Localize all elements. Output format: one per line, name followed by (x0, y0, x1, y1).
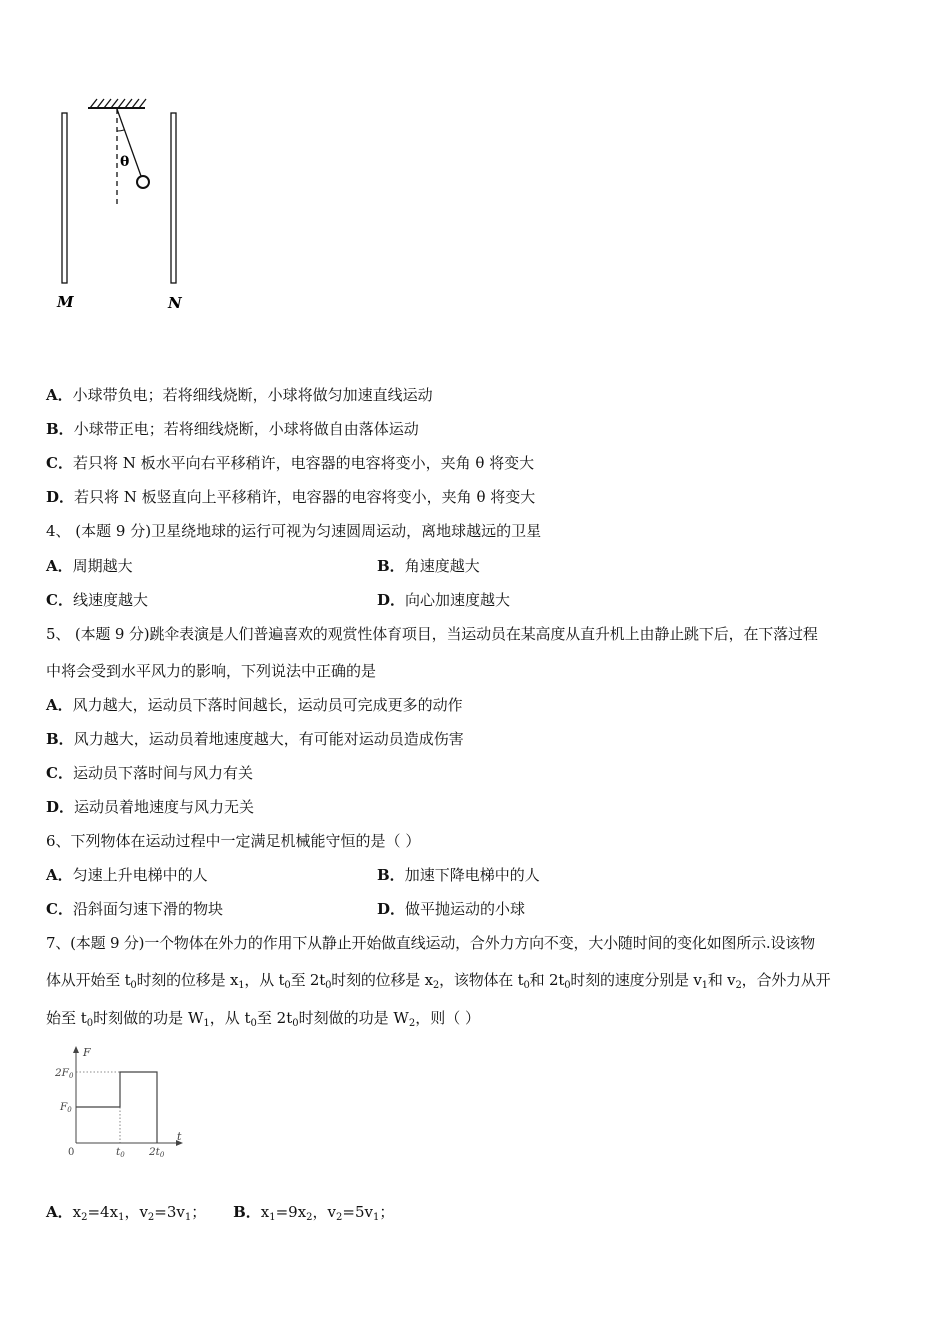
q5-option-a (46, 695, 463, 715)
q4-option-a (46, 557, 133, 575)
q7-options-row (46, 1202, 394, 1228)
q3-option-d (46, 487, 535, 507)
q6-option-c (46, 900, 223, 918)
option-letter: C． (46, 764, 73, 782)
x-tick-t0: t0 (116, 1146, 125, 1159)
q6-option-a (46, 866, 208, 884)
option-letter: D． (46, 488, 75, 506)
q7-option-b: B．$x_1=9x_2$，$v_2=5v_1$； (233, 1203, 395, 1223)
q7-option-a: A．$x_2=4x_1$，$v_2=3v_1$； (46, 1203, 207, 1223)
option-text: 加速下降电梯中的人 (404, 866, 540, 884)
angle-label: θ (120, 154, 130, 170)
option-text: 线速度越大 (72, 591, 148, 609)
option-letter: A． (46, 696, 73, 714)
option-text: 周期越大 (72, 557, 133, 575)
y-tick-f0: F0 (60, 1101, 72, 1114)
q4-stem: 4、 (本题 9 分)卫星绕地球的运行可视为匀速圆周运动，离地球越远的卫星 (46, 522, 542, 540)
q6-stem: 6、下列物体在运动过程中一定满足机械能守恒的是（ ） (46, 832, 421, 850)
option-letter: D． (377, 900, 406, 918)
option-letter: B． (377, 866, 405, 884)
q4-options-row1 (46, 556, 906, 576)
option-text: 小球带负电；若将细线烧断，小球将做匀加速直线运动 (72, 386, 433, 404)
option-letter: D． (377, 591, 406, 609)
q6-option-b (377, 865, 540, 885)
q5-option-c (46, 763, 253, 783)
x-axis-label: t (177, 1130, 182, 1143)
y-axis-label: F (83, 1046, 91, 1059)
y-axis-arrow (73, 1046, 79, 1053)
q7-stem-line1: 7、(本题 9 分)一个物体在外力的作用下从静止开始做直线运动，合外力方向不变，大小随时间的变化如图所示.设该物 (46, 934, 815, 952)
ceiling-hatch (90, 99, 146, 108)
option-text: 向心加速度越大 (405, 591, 511, 609)
q4-options-row2 (46, 590, 906, 610)
angle-arc (117, 130, 124, 131)
q4-option-b (377, 556, 480, 576)
q5-stem-line1: 5、 (本题 9 分)跳伞表演是人们普遍喜欢的观赏性体育项目，当运动员在某高度从直升机上由静止跳下后，在下落过程 (46, 625, 818, 643)
option-letter: D． (46, 798, 75, 816)
plate-m-label: M (57, 293, 74, 311)
q7-stem-line3: 始至 $t_0$时刻做的功是 $W_1$，从 $t_0$至 $2t_0$时刻做的功是 $W_2$，则（ ） (46, 1009, 480, 1029)
y-tick-2f0: 2F0 (55, 1067, 74, 1080)
q4-option-c (46, 591, 148, 609)
origin-label: 0 (68, 1147, 75, 1158)
option-text: 风力越大，运动员着地速度越大，有可能对运动员造成伤害 (73, 730, 464, 748)
option-text: 沿斜面匀速下滑的物块 (72, 900, 223, 918)
q5-stem-line2: 中将会受到水平风力的影响，下列说法中正确的是 (46, 662, 377, 680)
option-letter: B． (377, 557, 405, 575)
q3-option-a (46, 385, 433, 405)
option-text: 若只将 N 板水平向右平移稍许，电容器的电容将变小，夹角 θ 将变大 (72, 454, 535, 472)
option-letter: A． (46, 386, 73, 404)
option-letter: B． (46, 730, 74, 748)
option-text: 匀速上升电梯中的人 (72, 866, 208, 884)
option-text: 角速度越大 (404, 557, 480, 575)
q6-option-d (377, 899, 525, 919)
q3-option-c (46, 453, 534, 473)
charged-ball (137, 176, 149, 188)
plate-n-label: N (168, 294, 182, 312)
q5-option-b (46, 729, 464, 749)
q4-option-d (377, 590, 510, 610)
option-letter: C． (46, 591, 73, 609)
option-letter: A． (46, 557, 73, 575)
option-letter: B． (46, 420, 74, 438)
force-curve (76, 1072, 157, 1143)
x-tick-2t0: 2t0 (149, 1146, 165, 1159)
option-text: 小球带正电；若将细线烧断，小球将做自由落体运动 (73, 420, 419, 438)
option-text: 若只将 N 板竖直向上平移稍许，电容器的电容将变小，夹角 θ 将变大 (74, 488, 536, 506)
option-letter: A． (46, 1203, 73, 1221)
option-text: 做平抛运动的小球 (405, 900, 526, 918)
capacitor-pendulum-figure (50, 95, 210, 320)
q7-stem-line2: 体从开始至 $t_0$时刻的位移是 $x_1$，从 $t_0$至 $2t_0$时刻的位移是 $x_2$，该物体在 $t_0$和 $2t_0$时刻的速度分别是 $v_1$和 $v_2$，合外力从开 (46, 971, 831, 991)
option-text: 运动员下落时间与风力有关 (72, 764, 253, 782)
option-letter: A． (46, 866, 73, 884)
option-letter: B． (233, 1203, 261, 1221)
plate-n (171, 113, 176, 283)
force-time-graph (46, 1043, 196, 1163)
q6-options-row2 (46, 899, 906, 919)
option-letter: C． (46, 900, 73, 918)
q5-option-d (46, 797, 254, 817)
plate-m (62, 113, 67, 283)
option-letter: C． (46, 454, 73, 472)
option-text: 风力越大，运动员下落时间越长，运动员可完成更多的动作 (72, 696, 463, 714)
q3-option-b (46, 419, 419, 439)
option-text: 运动员着地速度与风力无关 (74, 798, 255, 816)
q6-options-row1 (46, 865, 906, 885)
